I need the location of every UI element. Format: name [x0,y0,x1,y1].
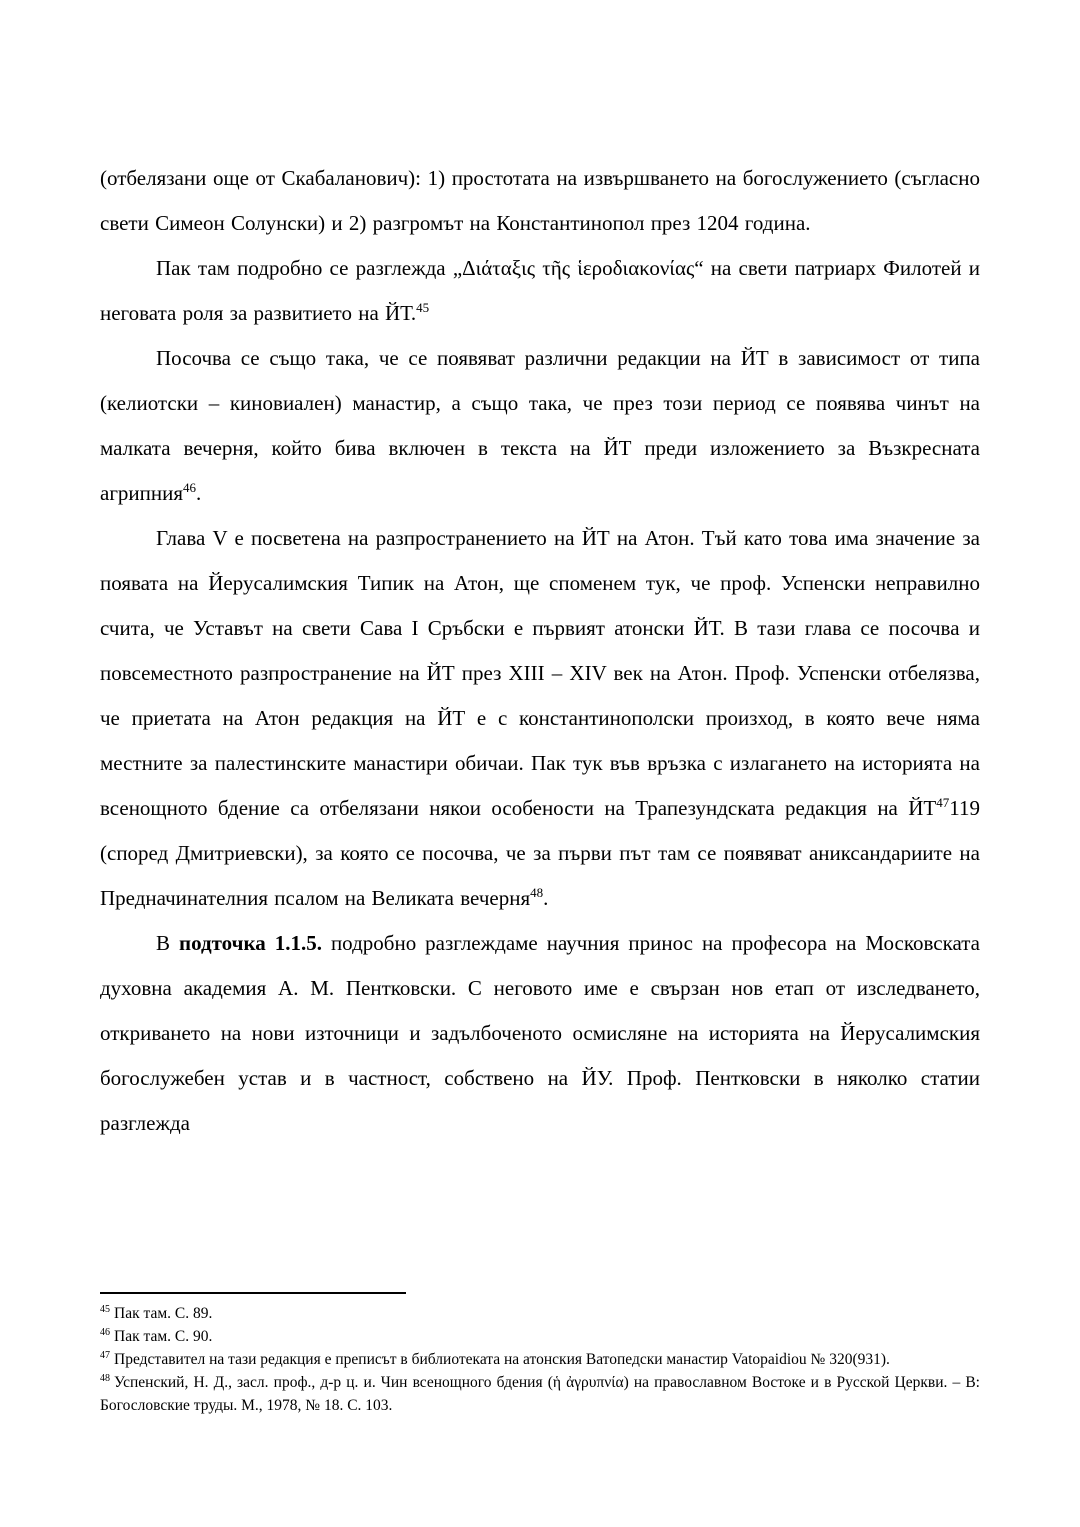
text-run: Глава V е посветена на разпространението на ЙТ на Атон. Тъй като това има значение за появата на Йерусалимския Типик на Атон, ще споменем тук, че проф. Успенски неправилно счита, че Уставът на свети Сава I Сръбски е първият атонски ЙТ. В тази глава се посочва и повсеместното разпространение на ЙТ през XIII – XIV век на Атон. Проф. Успенски отбелязва, че приетата на Атон редакция на ЙТ е с константинополски произход, в която вече няма местните за палестинските манастири обичаи. Пак тук във връзка с излагането на историята на всенощното бдение са отбелязани някои особености на Трапезундската редакция на ЙТ [100,526,980,820]
text-run: 119 (според Дмитриевски), за която се посочва, че за първи път там се появяват аниксандариите на Предначинателния псалом на Великата вечерня [100,796,980,910]
footnote-ref-46: 46 [183,480,197,495]
text-run: подробно разглеждаме научния принос на професора на Московската духовна академия А. М. Пентковски. С неговото име е свързан нов етап от изследването, откриването на нови източници и задълбоченото осмисляне на историята на Йерусалимския богослужебен устав и в частност, собствено на ЙУ. Проф. Пентковски в няколко статии разглежда [100,931,980,1135]
footnote-number: 48 [100,1372,110,1384]
footnote-48 [100,1371,980,1417]
text-run: Пак там подробно се разглежда „Διάταξις τῆς ἱεροδιακονίας“ на свети патриарх Филотей и неговата роля за развитието на ЙТ. [100,256,980,325]
footnote-46 [100,1325,980,1348]
footnote-separator [100,1292,406,1294]
footnote-ref-45: 45 [416,300,430,315]
paragraph-5 [100,921,980,1146]
footnotes-section [100,1292,980,1417]
paragraph-1 [100,156,980,246]
footnote-ref-47: 47 [936,795,950,810]
footnote-number: 46 [100,1326,110,1338]
body-text [100,156,980,1146]
footnote-text: Представител на тази редакция е преписът в библиотеката на атонския Ватопедски манастир Vatopaidiou № 320(931). [114,1351,890,1368]
paragraph-4 [100,516,980,921]
footnote-number: 47 [100,1349,110,1361]
text-run: Посочва се също така, че се появяват различни редакции на ЙТ в зависимост от типа (келиотски – киновиален) манастир, а също така, че през този период се появява чинът на малката вечерня, който бива включен в текста на ЙТ преди изложението за Възкресната агрипния [100,346,980,505]
paragraph-3 [100,336,980,516]
footnote-ref-48: 48 [530,885,544,900]
footnote-text: Успенский, Н. Д., засл. проф., д-р ц. и. Чин всенощного бдения (ἡ ἀγρυπνία) на православном Востоке и в Русской Церкви. – В: Богословские труды. М., 1978, № 18. С. 103. [100,1374,980,1414]
bold-subsection-label: подточка 1.1.5. [179,931,322,955]
text-run: . [196,481,202,505]
footnote-text: Пак там. С. 90. [114,1328,213,1345]
footnote-text: Пак там. С. 89. [114,1305,213,1322]
text-run: . [543,886,549,910]
footnote-45 [100,1302,980,1325]
footnote-47 [100,1348,980,1371]
text-run: В [156,931,179,955]
footnote-number: 45 [100,1303,110,1315]
text-run: (отбелязани още от Скабаланович): 1) простотата на извършването на богослужението (съгласно свети Симеон Солунски) и 2) разгромът на Константинопол през 1204 година. [100,166,980,235]
paragraph-2 [100,246,980,336]
